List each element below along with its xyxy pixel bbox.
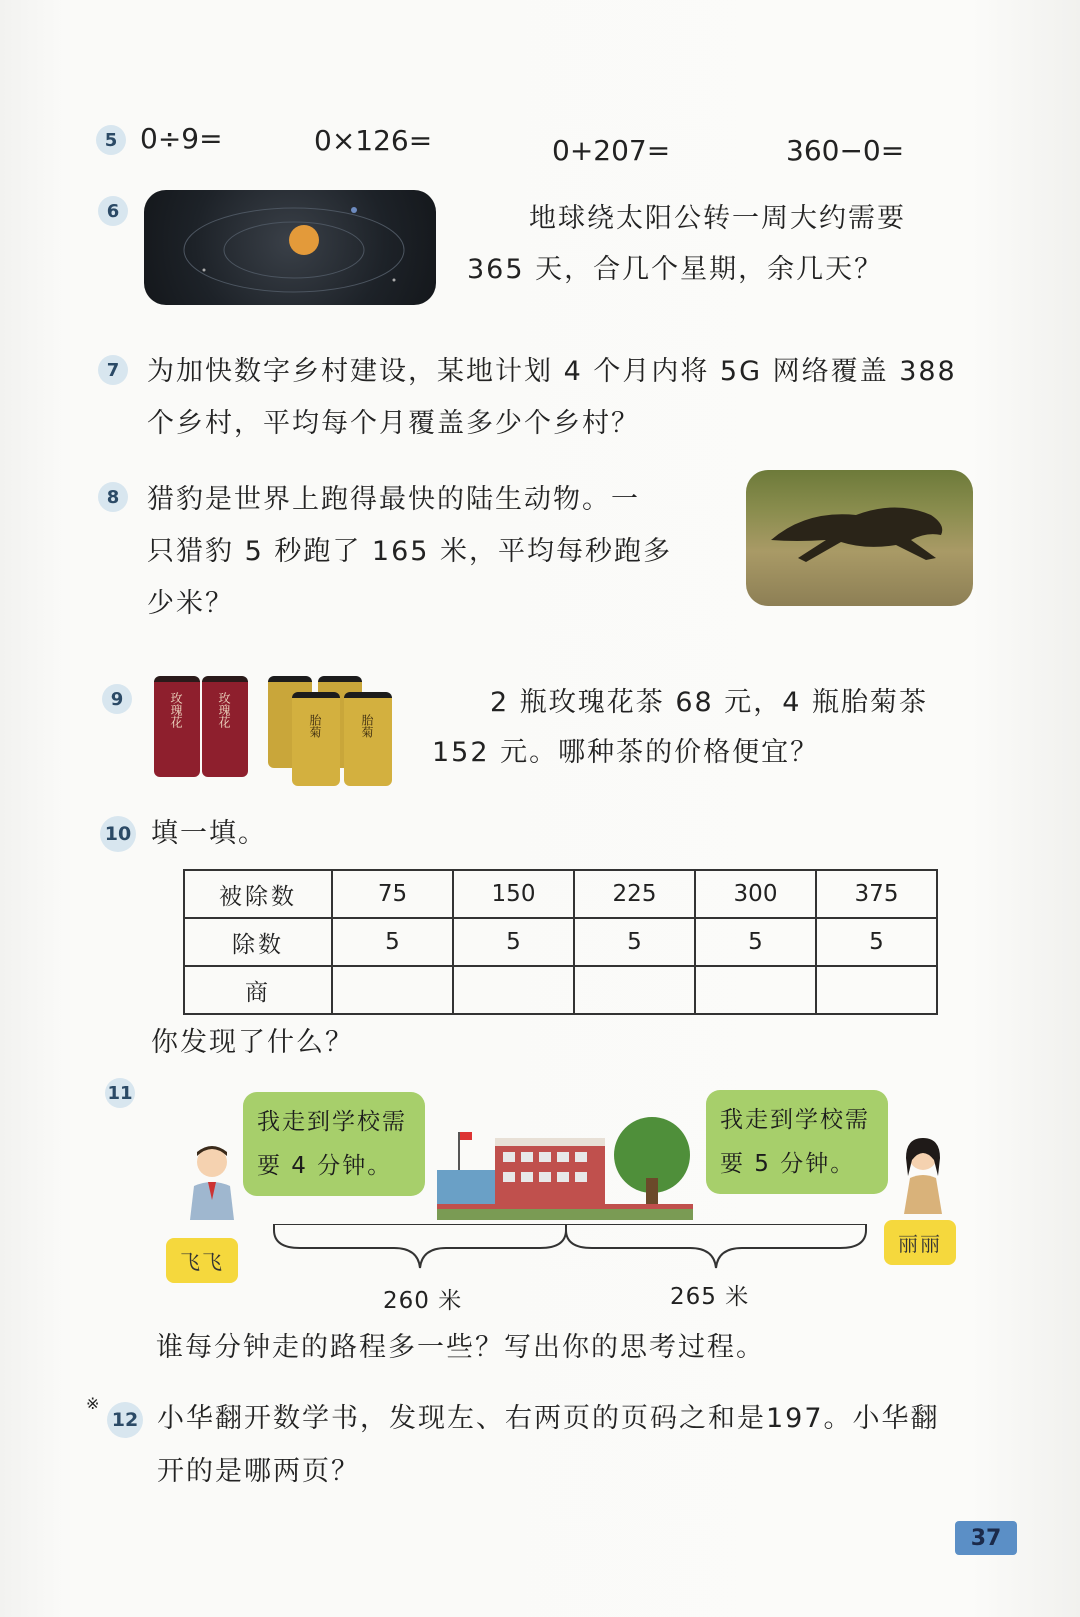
q7-text-line-1: 为加快数字乡村建设，某地计划 4 个月内将 5G 网络覆盖 388 <box>147 356 957 387</box>
chrysanthemum-tea-jar <box>292 692 340 786</box>
divisor-cell: 5 <box>332 918 453 966</box>
q7-text-line-2: 个乡村，平均每个月覆盖多少个乡村？ <box>147 408 640 439</box>
bubble-line: 我走到学校需 <box>257 1109 407 1135</box>
speech-bubble-lili <box>706 1090 888 1194</box>
girl-icon <box>888 1132 958 1214</box>
quotient-answer-cell[interactable] <box>695 966 816 1014</box>
quotient-answer-cell[interactable] <box>332 966 453 1014</box>
q10-title: 填一填。 <box>151 818 267 849</box>
q9-text-line-1: 2 瓶玫瑰花茶 68 元，4 瓶胎菊茶 <box>490 687 929 718</box>
rose-tea-label: 玫瑰花 <box>169 692 183 728</box>
name-tag-lili: 丽丽 <box>884 1220 956 1265</box>
q11-question: 谁每分钟走的路程多一些？写出你的思考过程。 <box>156 1332 765 1363</box>
row-label-dividend: 被除数 <box>184 870 332 918</box>
divisor-cell: 5 <box>816 918 937 966</box>
cheetah-image <box>746 470 973 606</box>
chrysanthemum-tea-label: 胎菊 <box>360 714 374 738</box>
challenge-mark: ※ <box>86 1394 100 1413</box>
question-number-8: 8 <box>98 482 128 512</box>
q6-text-line-1: 地球绕太阳公转一周大约需要 <box>529 203 906 234</box>
divisor-cell: 5 <box>574 918 695 966</box>
division-table <box>183 869 938 1015</box>
quotient-answer-cell[interactable] <box>574 966 695 1014</box>
rose-tea-label: 玫瑰花 <box>217 692 231 728</box>
divisor-cell: 5 <box>695 918 816 966</box>
question-number-5: 5 <box>96 125 126 155</box>
equation-1: 0÷9= <box>140 122 223 155</box>
distance-brace <box>270 1224 870 1272</box>
chrysanthemum-tea-label: 胎菊 <box>308 714 322 738</box>
q10-question: 你发现了什么？ <box>151 1027 354 1058</box>
table-row <box>184 966 937 1014</box>
row-label-quotient: 商 <box>184 966 332 1014</box>
name-tag-feifei: 飞飞 <box>166 1238 238 1283</box>
q8-text-line-3: 少米？ <box>147 588 234 619</box>
dividend-cell: 375 <box>816 870 937 918</box>
equation-2: 0×126= <box>314 124 433 157</box>
equation-4: 360−0= <box>786 134 905 167</box>
q8-text-line-2: 只猎豹 5 秒跑了 165 米，平均每秒跑多 <box>147 536 673 567</box>
dividend-cell: 75 <box>332 870 453 918</box>
dividend-cell: 225 <box>574 870 695 918</box>
rose-tea-jar <box>202 676 248 777</box>
q12-text-line-1: 小华翻开数学书，发现左、右两页的页码之和是197。小华翻 <box>157 1403 940 1434</box>
bubble-line: 我走到学校需 <box>720 1107 870 1133</box>
divisor-cell: 5 <box>453 918 574 966</box>
cheetah-icon <box>746 470 973 606</box>
q8-text-line-1: 猎豹是世界上跑得最快的陆生动物。一 <box>147 484 640 515</box>
q9-text-line-2: 152 元。哪种茶的价格便宜？ <box>432 737 820 768</box>
boy-icon <box>172 1140 252 1220</box>
chrysanthemum-tea-jars <box>268 676 392 780</box>
distance-label-right: 265 米 <box>670 1284 750 1310</box>
distance-label-left: 260 米 <box>383 1288 463 1314</box>
bubble-line: 要 4 分钟。 <box>257 1153 393 1179</box>
row-label-divisor: 除数 <box>184 918 332 966</box>
solar-system-image <box>144 190 436 305</box>
school-building-icon <box>437 1100 693 1220</box>
quotient-answer-cell[interactable] <box>453 966 574 1014</box>
rose-tea-jar <box>154 676 200 777</box>
bubble-line: 要 5 分钟。 <box>720 1151 856 1177</box>
question-number-11: 11 <box>105 1078 135 1108</box>
sun-orbit-icon <box>144 190 436 305</box>
page-number: 37 <box>955 1521 1017 1555</box>
dividend-cell: 300 <box>695 870 816 918</box>
table-row <box>184 918 937 966</box>
q6-text-line-2: 365 天，合几个星期，余几天？ <box>467 254 884 285</box>
quotient-answer-cell[interactable] <box>816 966 937 1014</box>
question-number-7: 7 <box>98 355 128 385</box>
question-number-12: 12 <box>107 1402 143 1438</box>
question-number-9: 9 <box>102 684 132 714</box>
equation-3: 0+207= <box>552 134 671 167</box>
question-number-6: 6 <box>98 196 128 226</box>
chrysanthemum-tea-jar <box>344 692 392 786</box>
table-row <box>184 870 937 918</box>
question-number-10: 10 <box>100 816 136 852</box>
dividend-cell: 150 <box>453 870 574 918</box>
q12-text-line-2: 开的是哪两页？ <box>157 1456 360 1487</box>
rose-tea-jars <box>154 676 250 771</box>
speech-bubble-feifei <box>243 1092 425 1196</box>
